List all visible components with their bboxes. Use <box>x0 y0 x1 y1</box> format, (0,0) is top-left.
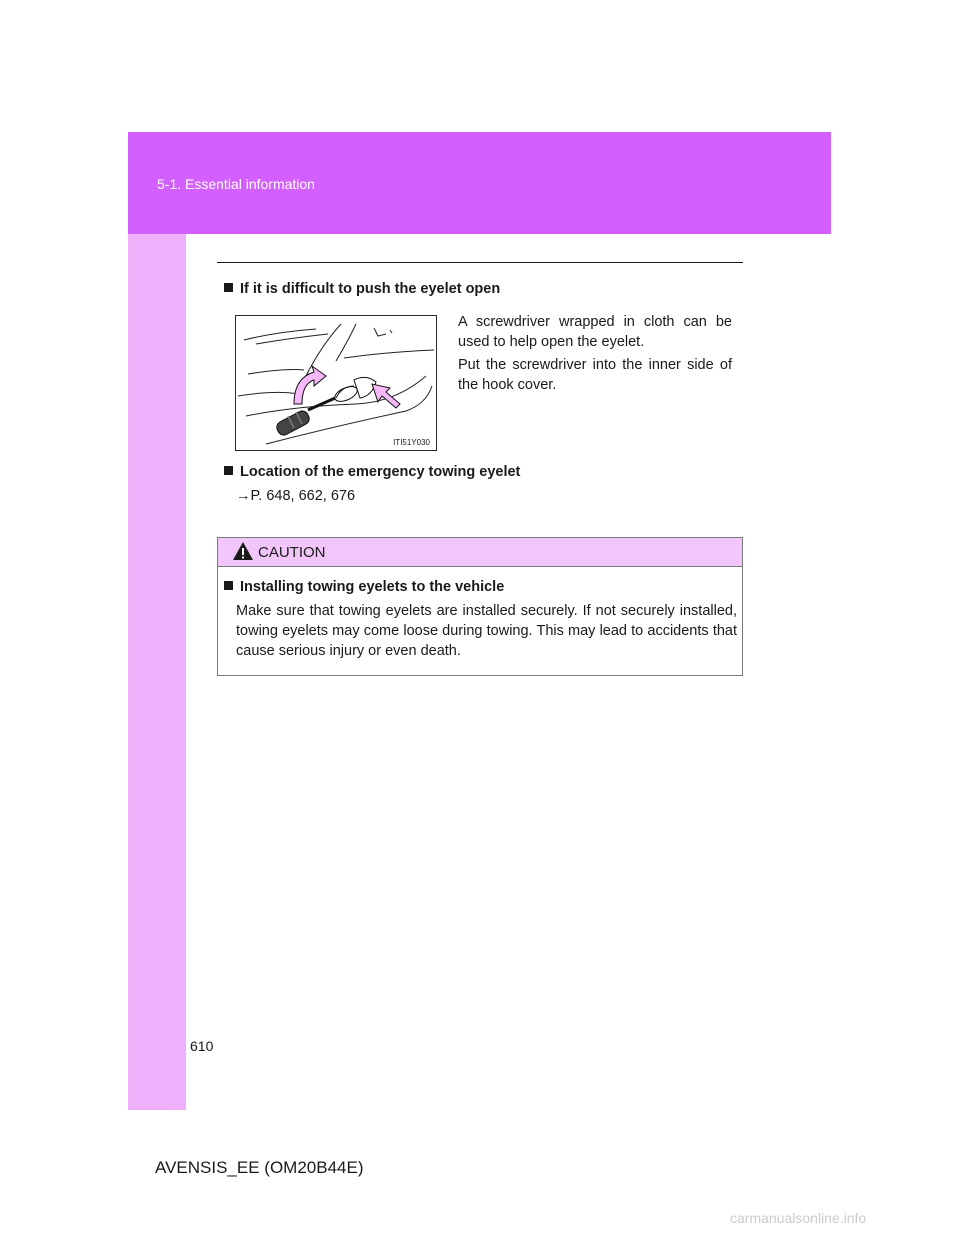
watermark: carmanualsonline.info <box>730 1210 867 1226</box>
section-heading-text: If it is difficult to push the eyelet open <box>240 281 501 297</box>
page-reference: →P. 648, 662, 676 <box>236 488 356 504</box>
caution-heading <box>224 579 504 595</box>
screwdriver-drawing <box>236 316 436 450</box>
screwdriver-illustration <box>235 315 437 451</box>
section-heading-eyelet-open <box>224 281 500 297</box>
description-paragraph-1: A screwdriver wrapped in cloth can be used to help open the eyelet. <box>458 314 732 350</box>
description-paragraph-2: Put the screwdriver into the inner side of the hook cover. <box>458 357 732 393</box>
square-bullet-icon <box>224 283 233 292</box>
section-heading-eyelet-location <box>224 464 520 480</box>
section-header: 5-1. Essential information <box>157 176 315 192</box>
figure-code: ITI51Y030 <box>393 438 430 447</box>
caution-box <box>217 537 743 676</box>
side-strip <box>128 234 186 1110</box>
caution-heading-text: Installing towing eyelets to the vehicle <box>240 579 505 595</box>
section-heading-text: Location of the emergency towing eyelet <box>240 464 521 480</box>
page-number: 610 <box>190 1038 214 1054</box>
caution-title: CAUTION <box>258 544 326 561</box>
model-code: AVENSIS_EE (OM20B44E) <box>155 1158 364 1177</box>
square-bullet-icon <box>224 466 233 475</box>
caution-header <box>218 538 742 567</box>
warning-triangle-icon <box>232 541 254 561</box>
top-rule <box>217 262 743 263</box>
caution-body: Make sure that towing eyelets are installed securely. If not securely installed, towing eyelets may come loose during towing. This may lead to accidents that cause serious injury or even death. <box>236 603 737 659</box>
square-bullet-icon <box>224 581 233 590</box>
